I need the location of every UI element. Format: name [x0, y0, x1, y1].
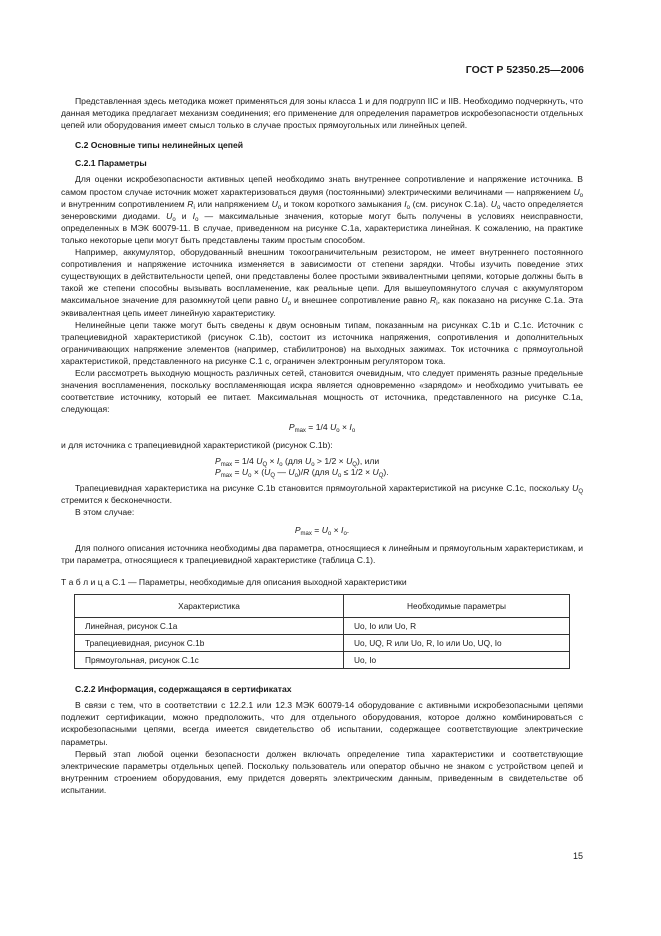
- paragraph-battery: Например, аккумулятор, оборудованный внешним токоограничительным резистором, не имеет внутреннего постоянного сопротивления и напряжение источника изменяется в зависимости от степени зарядки. Чтобы изучить поведение этих существующих в действительности цепей, они представлены более простыми эквивалентными цепями, которые должны быть в такой же степени способны вызывать воспламенение, как реальные цепи. Для вышеупомянутого случая с аккумулятором максимальное значение для разомкнутой цепи равно $U_о$ и внешнее сопротивление равно $R_i$, как показано на рисунке С.1а. Эта эквивалентная цепь имеет линейную характеристику.: [61, 247, 583, 318]
- table-cell: Линейная, рисунок С.1а: [75, 618, 344, 635]
- paragraph-full-description: Для полного описания источника необходимы два параметра, относящиеся к линейным и прямоугольным характеристикам, и три параметра, относящиеся к трапециевидной характеристике (таблица С.1).: [61, 542, 583, 565]
- document-body: [61, 95, 583, 796]
- section-c2-heading: С.2 Основные типы нелинейных цепей: [75, 140, 244, 151]
- section-c21-heading: С.2.1 Параметры: [75, 158, 147, 169]
- table-cell: Uо, Iо или Uо, R: [344, 618, 570, 635]
- table-caption: Т а б л и ц а С.1 — Параметры, необходимые для описания выходной характеристики: [61, 577, 407, 588]
- document-header: ГОСТ Р 52350.25—2006: [465, 64, 584, 76]
- paragraph-trapezoid-intro: и для источника с трапециевидной характеристикой (рисунок С.1b):: [61, 440, 333, 451]
- paragraph-trapezoid-to-rect: Трапециевидная характеристика на рисунке С.1b становится прямоугольной характеристикой на рисунке С.1с, поскольку $U_Q$ стремится к бесконечности.: [61, 482, 583, 505]
- table-header-row: [75, 595, 570, 618]
- table-header-parameters: Необходимые параметры: [344, 595, 570, 618]
- parameters-table: [74, 594, 570, 669]
- table-cell: Uо, UQ, R или Uо, R, Iо или Uо, UQ, Iо: [344, 635, 570, 652]
- page-number: 15: [572, 851, 583, 861]
- formula-linear-power: $P_{max} = 1/4$ $U_о \times I_о$: [288, 422, 356, 435]
- section-c22-heading: С.2.2 Информация, содержащаяся в сертификатах: [75, 684, 292, 695]
- formula-trapezoid-power: $P_{max} = 1/4$ $U_Q \times I_о$ (для $U_о > 1/2 \times U_Q$), или $P_{max} = U_о \times (U_Q$ — $U_о)/R$ (для $U_о \le 1/2 \times U_Q$).: [215, 455, 389, 479]
- table-cell: Прямоугольная, рисунок С.1с: [75, 652, 344, 669]
- intro-paragraph: Представленная здесь методика может применяться для зоны класса 1 и для подгрупп IIC и IIB. Необходимо подчеркнуть, что данная методика предлагает механизм соединения; его применение для определения параметров искробезопасности отдельных цепей или оборудования имеет смысл только в случае простых прямоугольных или линейных цепей.: [61, 96, 583, 131]
- formula-rect-power: $P_{max} = U_о \times I_о$.: [294, 524, 350, 537]
- table-cell: Uо, Iо: [344, 652, 570, 669]
- paragraph-parameters: Для оценки искробезопасности активных цепей необходимо знать внутреннее сопротивление и напряжение источника. В самом простом случае источник может характеризоваться двумя (постоянными) электрическими величинами — напряжением $U_о$ и внутренним сопротивлением $R_i$ или напряжением $U_о$ и током короткого замыкания $I_о$ (см. рисунок С.1а). $U_о$ часто определяется зенеровскими диодами. $U_о$ и $I_о$ — максимальные значения, которые могут быть получены в условиях неисправности, определенных в МЭК 60079-11. В случае, приведенном на рисунке С.1а, характеристика линейная. К сожалению, на практике только некоторые цепи могут быть представлены таким простым способом.: [61, 174, 584, 245]
- table-header-characteristic: Характеристика: [75, 595, 344, 618]
- table-row: [75, 618, 570, 635]
- table-row: [75, 635, 570, 652]
- paragraph-certification: В связи с тем, что в соответствии с 12.2.1 или 12.3 МЭК 60079-14 оборудование с активными искробезопасными цепями подлежит сертификации, можно предположить, что для отдельного оборудования, которое должно комбинироваться с искробезопасными цепями, всегда имеется свидетельство об испытании, содержащее соответствующие электрические параметры.: [61, 700, 583, 747]
- paragraph-power: Если рассмотреть выходную мощность различных сетей, становится очевидным, что следует применять разные предельные значения воспламенения, поскольку воспламеняющая искра является одновременно «зарядом» и необходимо учитывать ее соответствие источнику, который ее питает. Максимальная мощность от источника, представленного на рисунке С.1а, следующая:: [61, 367, 583, 415]
- paragraph-in-this-case: В этом случае:: [75, 506, 135, 517]
- table-cell: Трапециевидная, рисунок С.1b: [75, 635, 344, 652]
- paragraph-first-stage: Первый этап любой оценки безопасности должен включать определение типа характеристики и соответствующие электрические параметры отдельных цепей. Поскольку пользователь или оператор обычно не знаком с устройством цепей и внутренним строением оборудования, ему придется доверять электрическим данным, приведенным в свидетельстве об испытании.: [61, 748, 583, 795]
- paragraph-nonlinear: Нелинейные цепи также могут быть сведены к двум основным типам, показанным на рисунках С.1b и С.1с. Источник с трапециевидной характеристикой (рисунок С.1b), состоит из источника напряжения, сопротивления и дополнительных ограничивающих напряжение элементов (например, стабилитронов) на выходных зажимах. Ток источника с прямоугольной характеристикой, представленного на рисунке С.1 с, ограничен электронным регулятором тока.: [61, 319, 583, 366]
- table-row: [75, 652, 570, 669]
